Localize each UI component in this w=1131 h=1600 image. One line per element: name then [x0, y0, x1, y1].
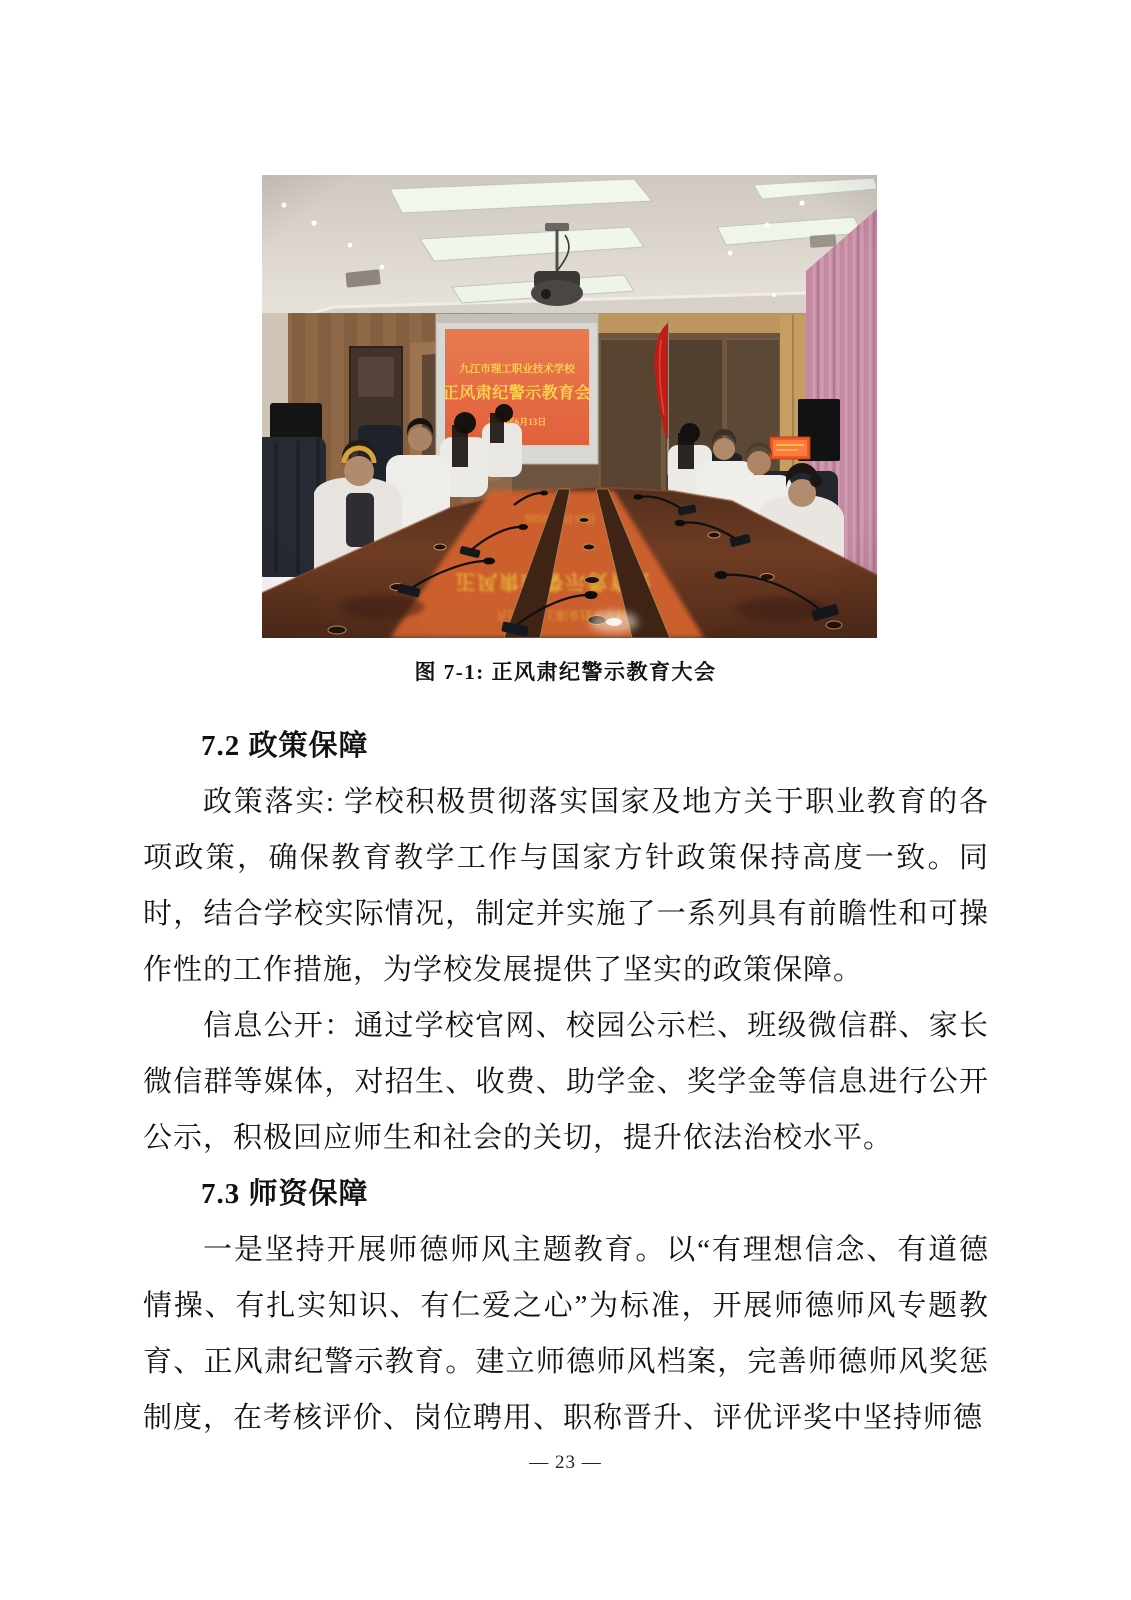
figure-caption: 图 7-1: 正风肃纪警示教育大会 — [414, 660, 717, 684]
page-number: — 23 — — [529, 1452, 602, 1473]
paragraph-teacher-ethics: 一是坚持开展师德师风主题教育。以“有理想信念、有道德情操、有扎实知识、有仁爱之心”为标准，开展师德师风专题教育、正风肃纪警示教育。建立师德师风档案，完善师德师风奖惩制度，在考核评价、岗位聘用、职称晋升、评优评奖中坚持师德 — [143, 1234, 989, 1434]
document-body — [143, 718, 989, 1446]
photo-vignette — [262, 175, 877, 638]
meeting-room-photo — [262, 175, 877, 638]
figure-photo — [262, 175, 877, 638]
section-heading-7-3: 7.3 师资保障 — [201, 1178, 369, 1210]
paragraph-policy-implementation: 政策落实: 学校积极贯彻落实国家及地方关于职业教育的各项政策，确保教育教学工作与国家方针政策保持高度一致。同时，结合学校实际情况，制定并实施了一系列具有前瞻性和可操作性的工作措施，为学校发展提供了坚实的政策保障。 — [143, 786, 989, 986]
section-heading-7-2: 7.2 政策保障 — [201, 730, 369, 762]
paragraph-information-disclosure: 信息公开：通过学校官网、校园公示栏、班级微信群、家长微信群等媒体，对招生、收费、助学金、奖学金等信息进行公开公示，积极回应师生和社会的关切，提升依法治校水平。 — [143, 1010, 989, 1154]
